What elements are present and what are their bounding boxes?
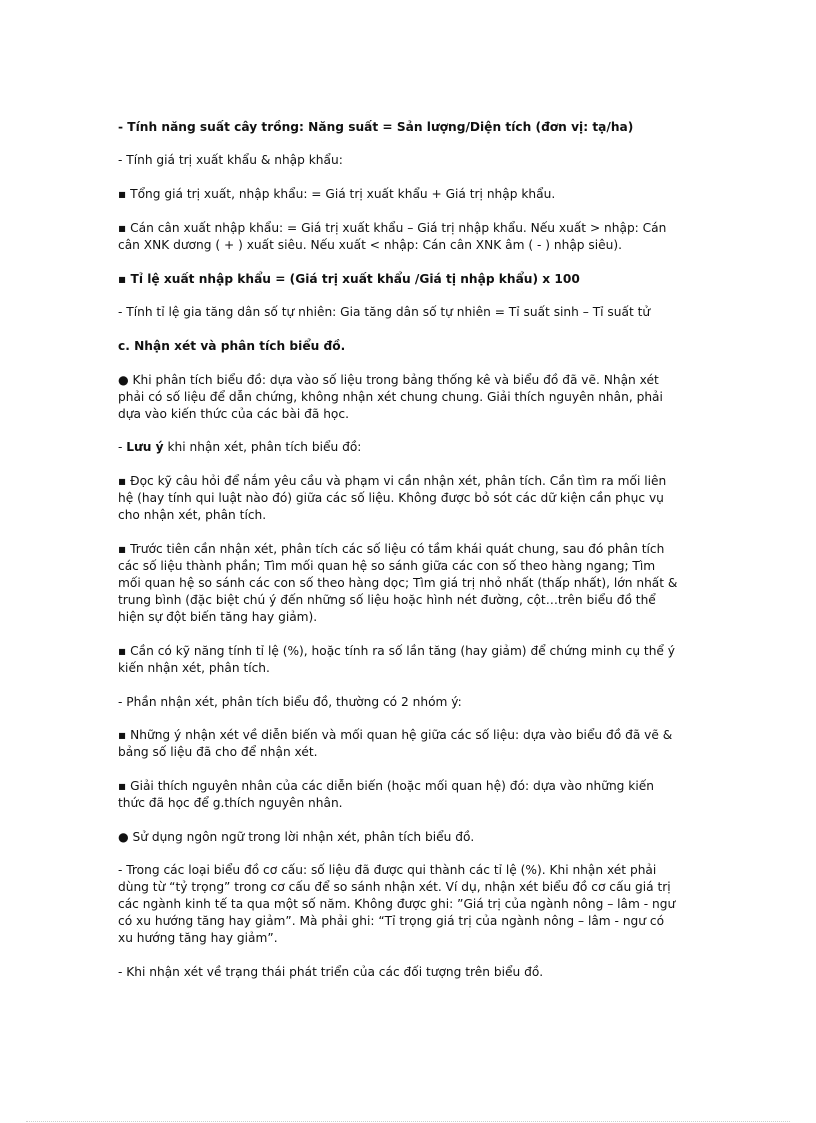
- paragraph-group-one: ▪ Những ý nhận xét về diễn biến và mối quan hệ giữa các số liệu: dựa vào biểu đồ đã vẽ & bảng số liệu đã cho để nhận xét.: [118, 728, 673, 759]
- note-label: Lưu ý: [126, 440, 164, 454]
- paragraph-language-usage: ● Sử dụng ngôn ngữ trong lời nhận xét, phân tích biểu đồ.: [118, 830, 475, 844]
- paragraph-trade-ratio: ▪ Tỉ lệ xuất nhập khẩu = (Giá trị xuất khẩu /Giá tị nhập khẩu) x 100: [118, 272, 580, 286]
- note-text: khi nhận xét, phân tích biểu đồ:: [163, 440, 362, 454]
- paragraph-structure-charts: - Trong các loại biểu đồ cơ cấu: số liệu đã được qui thành các tỉ lệ (%). Khi nhận xét phải dùng từ “tỷ trọng” trong cơ cấu để so sánh nhận xét. Ví dụ, nhận xét biểu đồ cơ cấu giá trị các ngành kinh tế ta qua một số năm. Không được ghi: ”Giá trị của ngành nông – lâm - ngư có xu hướng tăng hay giảm”. Mà phải ghi: “Tỉ trọng giá trị của ngành nông – lâm - ngư có xu hướng tăng hay giảm”.: [118, 863, 676, 945]
- paragraph-percentage-skill: ▪ Cần có kỹ năng tính tỉ lệ (%), hoặc tính ra số lần tăng (hay giảm) để chứng minh cụ thể ý kiến nhận xét, phân tích.: [118, 644, 676, 675]
- section-heading-chart-analysis: c. Nhận xét và phân tích biểu đồ.: [118, 339, 346, 353]
- paragraph-chart-analysis-intro: ● Khi phân tích biểu đồ: dựa vào số liệu trong bảng thống kê và biểu đồ đã vẽ. Nhận xét phải có số liệu để dẫn chứng, không nhận xét chung chung. Giải thích nguyên nhân, phải dựa vào kiến thức của các bài đã học.: [118, 373, 663, 421]
- note-dash: -: [118, 440, 127, 454]
- paragraph-note-heading: [118, 439, 680, 456]
- paragraph-population-growth: - Tính tỉ lệ gia tăng dân số tự nhiên: Gia tăng dân số tự nhiên = Tỉ suất sinh – Tỉ suất tử: [118, 305, 651, 319]
- paragraph-total-trade: ▪ Tổng giá trị xuất, nhập khẩu: = Giá trị xuất khẩu + Giá trị nhập khẩu.: [118, 187, 556, 201]
- page-bottom-border: [26, 1121, 790, 1122]
- paragraph-two-groups: - Phần nhận xét, phân tích biểu đồ, thường có 2 nhóm ý:: [118, 695, 462, 709]
- paragraph-analysis-steps: ▪ Trước tiên cần nhận xét, phân tích các số liệu có tầm khái quát chung, sau đó phân tích các số liệu thành phần; Tìm mối quan hệ so sánh giữa các con số theo hàng ngang; Tìm mối quan hệ so sánh các con số theo hàng dọc; Tìm giá trị nhỏ nhất (thấp nhất), lớn nhất & trung bình (đặc biệt chú ý đến những số liệu hoặc hình nét đường, cột…trên biểu đồ thể hiện sự đột biến tăng hay giảm).: [118, 542, 678, 624]
- paragraph-development-state: - Khi nhận xét về trạng thái phát triển của các đối tượng trên biểu đồ.: [118, 965, 544, 979]
- paragraph-trade-balance: ▪ Cán cân xuất nhập khẩu: = Giá trị xuất khẩu – Giá trị nhập khẩu. Nếu xuất > nhập: Cán cân XNK dương ( + ) xuất siêu. Nếu xuất < nhập: Cán cân XNK âm ( - ) nhập siêu).: [118, 221, 667, 252]
- paragraph-crop-yield: - Tính năng suất cây trồng: Năng suất = Sản lượng/Diện tích (đơn vị: tạ/ha): [118, 120, 634, 134]
- document-body: [118, 119, 680, 981]
- paragraph-read-question: ▪ Đọc kỹ câu hỏi để nắm yêu cầu và phạm vi cần nhận xét, phân tích. Cần tìm ra mối liên hệ (hay tính qui luật nào đó) giữa các số liệu. Không được bỏ sót các dữ kiện cần phục vụ cho nhận xét, phân tích.: [118, 474, 667, 522]
- paragraph-trade-value-heading: - Tính giá trị xuất khẩu & nhập khẩu:: [118, 153, 343, 167]
- paragraph-group-two: ▪ Giải thích nguyên nhân của các diễn biến (hoặc mối quan hệ) đó: dựa vào những kiến thức đã học để g.thích nguyên nhân.: [118, 779, 654, 810]
